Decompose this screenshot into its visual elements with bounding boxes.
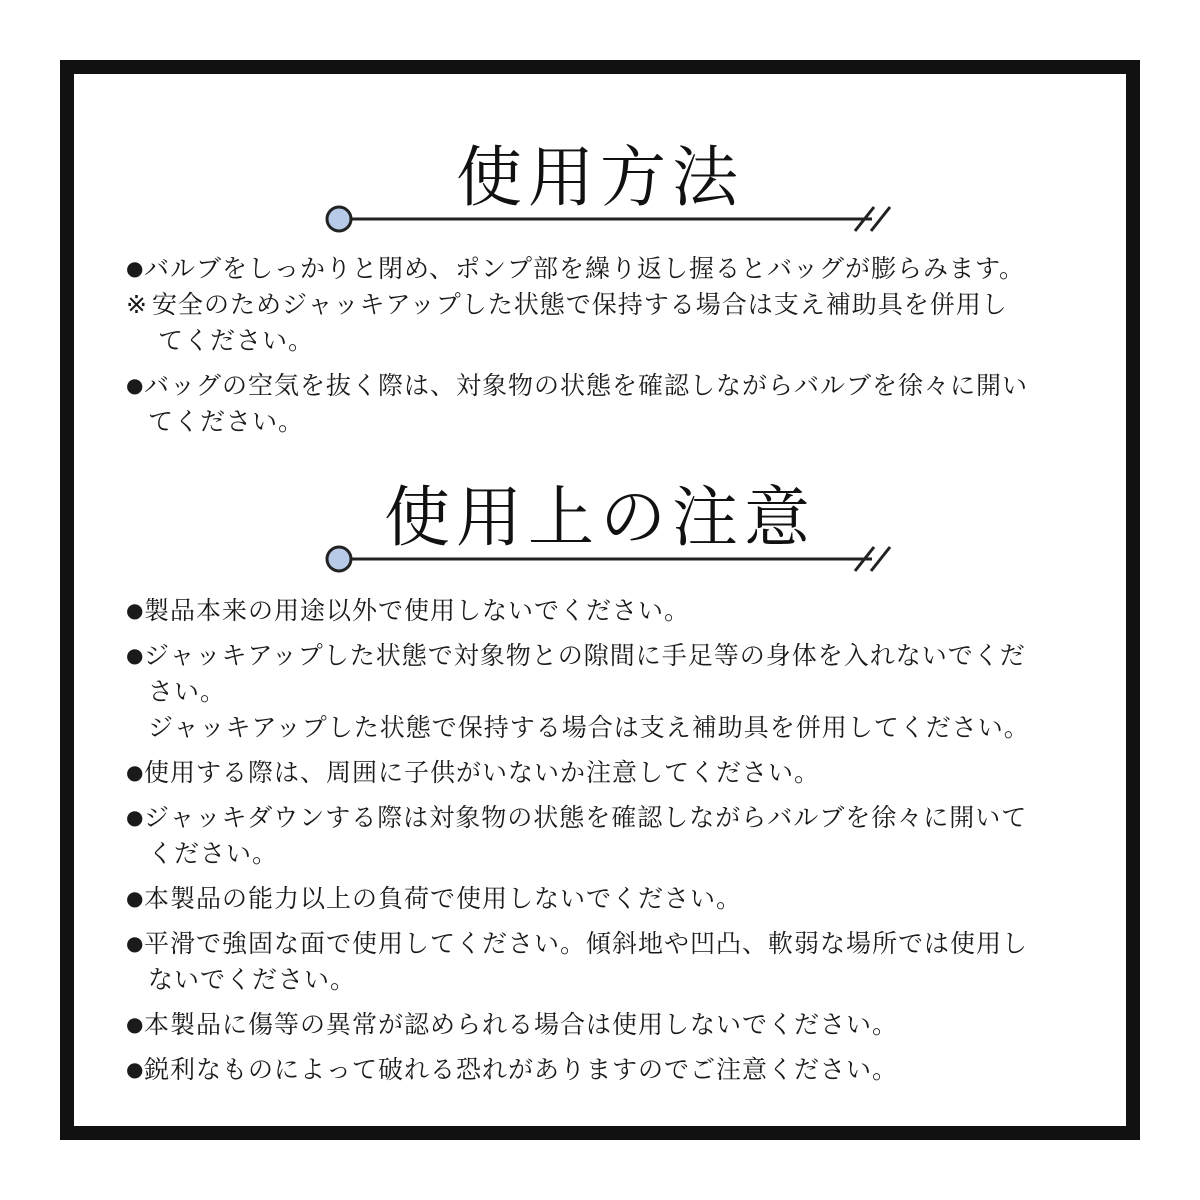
- bullet-icon: ●: [126, 373, 145, 397]
- list-item: ●本製品に傷等の異常が認められる場合は使用しないでください。: [126, 1006, 1116, 1043]
- list-item-note: ※ 安全のためジャッキアップした状態で保持する場合は支え補助具を併用し てください。: [126, 287, 1116, 359]
- bullet-icon: ●: [126, 1012, 145, 1036]
- list-item: ●使用する際は、周囲に子供がいないか注意してください。: [126, 754, 1116, 791]
- usage-list: [126, 250, 1116, 448]
- bullet-icon: ●: [126, 598, 145, 622]
- list-item: ●ジャッキダウンする際は対象物の状態を確認しながらバルブを徐々に開いて ください。: [126, 799, 1116, 872]
- section-divider-usage: [324, 202, 904, 242]
- section-title-usage: 使用方法: [456, 139, 744, 216]
- note-mark: ※: [126, 290, 148, 319]
- list-item: ●バッグの空気を抜く際は、対象物の状態を確認しながらバルブを徐々に開い てください。: [126, 367, 1116, 440]
- bullet-icon: ●: [126, 760, 145, 784]
- section-title-precautions: 使用上の注意: [384, 479, 816, 556]
- list-item: ●鋭利なものによって破れる恐れがありますのでご注意ください。: [126, 1051, 1116, 1088]
- list-item: ●ジャッキアップした状態で対象物との隙間に手足等の身体を入れないでくだ さい。 ジャッキアップした状態で保持する場合は支え補助具を併用してください。: [126, 637, 1116, 746]
- document-frame: [60, 60, 1140, 1140]
- divider-dot-icon: [327, 547, 351, 571]
- bullet-icon: ●: [126, 1057, 145, 1081]
- list-item: ●製品本来の用途以外で使用しないでください。: [126, 592, 1116, 629]
- bullet-icon: ●: [126, 886, 145, 910]
- list-item: ●バルブをしっかりと閉め、ポンプ部を繰り返し握るとバッグが膨らみます。: [126, 250, 1116, 287]
- list-item: ●平滑で強固な面で使用してください。傾斜地や凹凸、軟弱な場所では使用し ないでください。: [126, 925, 1116, 998]
- bullet-icon: ●: [126, 805, 145, 829]
- bullet-icon: ●: [126, 931, 145, 955]
- precautions-list: [126, 592, 1116, 1096]
- divider-dot-icon: [327, 207, 351, 231]
- bullet-icon: ●: [126, 256, 145, 280]
- section-divider-precautions: [324, 542, 904, 582]
- list-item: ●本製品の能力以上の負荷で使用しないでください。: [126, 880, 1116, 917]
- bullet-icon: ●: [126, 643, 145, 667]
